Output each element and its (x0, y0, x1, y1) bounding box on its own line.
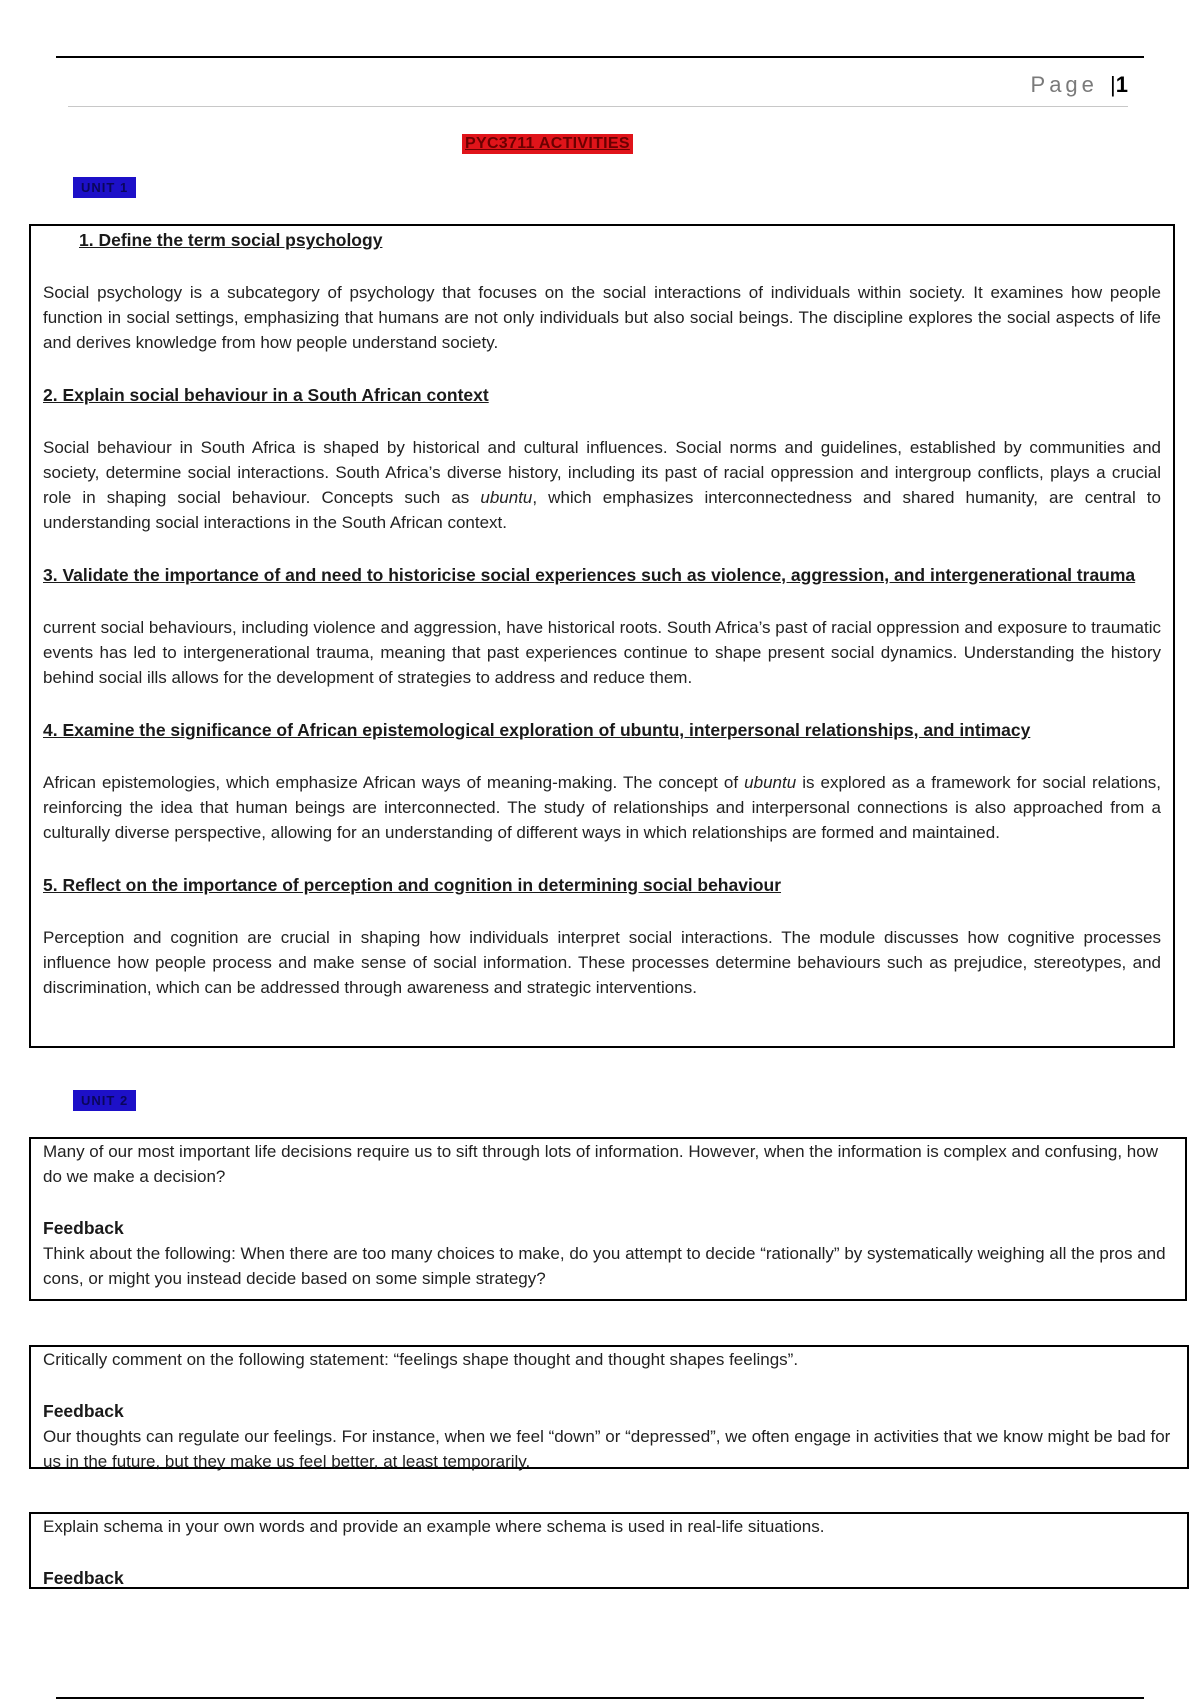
question-3-answer: current social behaviours, including violence and aggression, have historical roots. South Africa’s past of racial oppression and exposure to traumatic events has led to intergenerational trauma, meaning that past experiences continue to shape present social dynamics. Understanding the history behind social ills allows for the development of strategies to address and reduce them. (43, 618, 1161, 687)
page-label: Page (1030, 72, 1098, 97)
unit-2-badge: UNIT 2 (73, 1090, 136, 1111)
question-2-answer: Social behaviour in South Africa is shaped by historical and cultural influences. Social norms and guidelines, established by communities and society, determine social interactions. South Africa’s diverse history, including its past of racial oppression and intergroup conflicts, plays a crucial role in shaping social behaviour. Concepts such as ubuntu, which emphasizes interconnectedness and shared humanity, are central to understanding social interactions in the South African context. (43, 438, 1161, 532)
activity-2-feedback-label: Feedback (43, 1401, 124, 1421)
question-4-answer: African epistemologies, which emphasize African ways of meaning-making. The concept of ubuntu is explored as a framework for social relations, reinforcing the idea that human beings are interconnected. The study of relationships and interpersonal connections is also approached from a culturally diverse perspective, allowing for an understanding of different ways in which relationships are formed and maintained. (43, 773, 1162, 842)
page-separator: | (1110, 72, 1116, 97)
question-5-heading: 5. Reflect on the importance of perception and cognition in determining social behaviour (43, 875, 782, 895)
page-header (68, 72, 1128, 107)
top-rule (56, 56, 1144, 58)
bottom-rule (56, 1697, 1144, 1699)
activity-3-question: Explain schema in your own words and provide an example where schema is used in real-life situations. (43, 1517, 825, 1536)
activity-2-box (29, 1345, 1189, 1469)
activity-1-feedback: Think about the following: When there are too many choices to make, do you attempt to decide “rationally” by systematically weighing all the pros and cons, or might you instead decide based on some simple strategy? (43, 1244, 1166, 1288)
activity-1-question: Many of our most important life decisions require us to sift through lots of information. However, when the information is complex and confusing, how do we make a decision? (43, 1142, 1158, 1186)
question-1-heading: 1. Define the term social psychology (79, 230, 383, 250)
page-number: 1 (1115, 72, 1128, 97)
activity-3-box (29, 1512, 1189, 1589)
activity-3-feedback-label: Feedback (43, 1568, 124, 1588)
question-5-answer: Perception and cognition are crucial in shaping how individuals interpret social interactions. The module discusses how cognitive processes influence how people process and make sense of social information. These processes determine behaviours such as prejudice, stereotypes, and discrimination, which can be addressed through awareness and strategic interventions. (43, 928, 1161, 997)
question-3-heading: 3. Validate the importance of and need to historicise social experiences such as violence, aggression, and intergenerational trauma (43, 565, 1136, 585)
activity-2-feedback: Our thoughts can regulate our feelings. For instance, when we feel “down” or “depressed”, we often engage in activities that we know might be bad for us in the future, but they make us feel better, at least temporarily. (43, 1427, 1171, 1471)
document-title: PYC3711 ACTIVITIES (462, 134, 633, 154)
activity-2-question: Critically comment on the following statement: “feelings shape thought and thought shapes feelings”. (43, 1350, 799, 1369)
unit-1-box (29, 224, 1175, 1048)
unit-1-badge: UNIT 1 (73, 177, 136, 198)
question-2-heading: 2. Explain social behaviour in a South African context (43, 385, 489, 405)
activity-1-box (29, 1137, 1187, 1301)
activity-1-feedback-label: Feedback (43, 1218, 124, 1238)
question-1-answer: Social psychology is a subcategory of psychology that focuses on the social interactions of individuals within society. It examines how people function in social settings, emphasizing that humans are not only individuals but also social beings. The discipline explores the social aspects of life and derives knowledge from how people understand society. (43, 283, 1161, 352)
question-4-heading: 4. Examine the significance of African epistemological exploration of ubuntu, interpersonal relationships, and intimacy (43, 720, 1031, 740)
